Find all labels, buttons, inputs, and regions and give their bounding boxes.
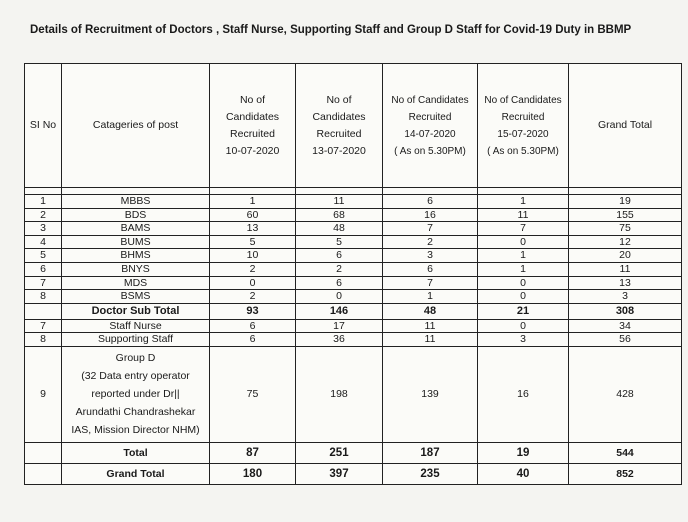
- cell-total: 56: [569, 333, 682, 347]
- cell-post: Staff Nurse: [62, 319, 210, 333]
- cell-total: 3: [569, 290, 682, 304]
- total-label: Total: [62, 442, 210, 463]
- subtotal-d1: 93: [210, 303, 296, 319]
- header-date-1: No of Candidates Recruited 10-07-2020: [210, 64, 296, 188]
- cell-d4: 0: [478, 276, 569, 290]
- cell-post: Supporting Staff: [62, 333, 210, 347]
- group-d-d3: 139: [383, 346, 478, 442]
- table-row: [25, 195, 682, 209]
- cell-d3: 6: [383, 262, 478, 276]
- subtotal-d4: 21: [478, 303, 569, 319]
- cell-total: 13: [569, 276, 682, 290]
- total-total: 544: [569, 442, 682, 463]
- cell-d2: 6: [296, 276, 383, 290]
- cell-sl: 1: [25, 195, 62, 209]
- total-d2: 251: [296, 442, 383, 463]
- subtotal-d2: 146: [296, 303, 383, 319]
- cell-post: BSMS: [62, 290, 210, 304]
- table-row: [25, 235, 682, 249]
- cell-d4: 0: [478, 290, 569, 304]
- cell-d2: 68: [296, 208, 383, 222]
- cell-d2: 6: [296, 249, 383, 263]
- cell-d1: 1: [210, 195, 296, 209]
- grand-total-d4: 40: [478, 463, 569, 484]
- cell-post: BHMS: [62, 249, 210, 263]
- group-d-d1: 75: [210, 346, 296, 442]
- cell-d3: 3: [383, 249, 478, 263]
- cell-d1: 13: [210, 222, 296, 236]
- subtotal-total: 308: [569, 303, 682, 319]
- cell-d1: 6: [210, 319, 296, 333]
- cell-d4: 11: [478, 208, 569, 222]
- total-d3: 187: [383, 442, 478, 463]
- table-row: [25, 276, 682, 290]
- cell-sl: 5: [25, 249, 62, 263]
- cell-total: 12: [569, 235, 682, 249]
- cell-d4: 1: [478, 249, 569, 263]
- cell-total: 20: [569, 249, 682, 263]
- subtotal-label: Doctor Sub Total: [62, 303, 210, 319]
- spacer-row: [25, 188, 682, 195]
- cell-sl: 2: [25, 208, 62, 222]
- group-d-d2: 198: [296, 346, 383, 442]
- cell-d3: 6: [383, 195, 478, 209]
- header-row: [25, 64, 682, 188]
- cell-total: 19: [569, 195, 682, 209]
- total-d1: 87: [210, 442, 296, 463]
- grand-total-d2: 397: [296, 463, 383, 484]
- cell-d3: 16: [383, 208, 478, 222]
- table-row: [25, 208, 682, 222]
- grand-total-d1: 180: [210, 463, 296, 484]
- subtotal-d3: 48: [383, 303, 478, 319]
- cell-d1: 2: [210, 262, 296, 276]
- header-grand-total: Grand Total: [569, 64, 682, 188]
- cell-total: 155: [569, 208, 682, 222]
- table-row: [25, 333, 682, 347]
- cell-post: BUMS: [62, 235, 210, 249]
- cell-sl: 8: [25, 333, 62, 347]
- table-row: [25, 319, 682, 333]
- cell-post: MDS: [62, 276, 210, 290]
- cell-d1: 0: [210, 276, 296, 290]
- grand-total-row: [25, 463, 682, 484]
- cell-d2: 17: [296, 319, 383, 333]
- cell-d4: 1: [478, 195, 569, 209]
- doctor-rows: [25, 195, 682, 304]
- header-date-2: No of Candidates Recruited 13-07-2020: [296, 64, 383, 188]
- group-d-total: 428: [569, 346, 682, 442]
- header-sl-no: SI No: [25, 64, 62, 188]
- recruitment-table: [24, 63, 682, 485]
- cell-total: 75: [569, 222, 682, 236]
- cell-d1: 60: [210, 208, 296, 222]
- table-row: [25, 249, 682, 263]
- total-row: [25, 442, 682, 463]
- cell-post: BAMS: [62, 222, 210, 236]
- cell-d4: 0: [478, 319, 569, 333]
- cell-d3: 11: [383, 319, 478, 333]
- cell-d2: 48: [296, 222, 383, 236]
- cell-d4: 7: [478, 222, 569, 236]
- cell-d3: 11: [383, 333, 478, 347]
- cell-d1: 10: [210, 249, 296, 263]
- grand-total-total: 852: [569, 463, 682, 484]
- staff-rows: [25, 319, 682, 346]
- cell-d4: 3: [478, 333, 569, 347]
- cell-sl: 4: [25, 235, 62, 249]
- table-row: [25, 262, 682, 276]
- cell-d1: 6: [210, 333, 296, 347]
- group-d-sl: 9: [25, 346, 62, 442]
- cell-d2: 5: [296, 235, 383, 249]
- cell-d1: 2: [210, 290, 296, 304]
- cell-d4: 1: [478, 262, 569, 276]
- cell-d1: 5: [210, 235, 296, 249]
- group-d-post: Group D (32 Data entry operator reported under Dr|| Arundathi Chandrashekar IAS, Mission Director NHM): [62, 346, 210, 442]
- cell-sl: 8: [25, 290, 62, 304]
- cell-total: 34: [569, 319, 682, 333]
- header-date-3: No of Candidates Recruited 14-07-2020 ( As on 5.30PM): [383, 64, 478, 188]
- cell-d2: 36: [296, 333, 383, 347]
- table-row: [25, 290, 682, 304]
- cell-d4: 0: [478, 235, 569, 249]
- cell-d2: 2: [296, 262, 383, 276]
- cell-post: BDS: [62, 208, 210, 222]
- cell-sl: 3: [25, 222, 62, 236]
- grand-total-d3: 235: [383, 463, 478, 484]
- cell-d3: 1: [383, 290, 478, 304]
- header-category: Catageries of post: [62, 64, 210, 188]
- cell-d3: 7: [383, 276, 478, 290]
- total-d4: 19: [478, 442, 569, 463]
- cell-d3: 7: [383, 222, 478, 236]
- table-row: [25, 222, 682, 236]
- document-title: Details of Recruitment of Doctors , Staff Nurse, Supporting Staff and Group D Staff for Covid-19 Duty in BBMP: [30, 24, 632, 36]
- doctor-subtotal-row: [25, 303, 682, 319]
- cell-sl: 7: [25, 319, 62, 333]
- header-date-4: No of Candidates Recruited 15-07-2020 ( As on 5.30PM): [478, 64, 569, 188]
- cell-total: 11: [569, 262, 682, 276]
- cell-post: BNYS: [62, 262, 210, 276]
- cell-post: MBBS: [62, 195, 210, 209]
- group-d-row: [25, 346, 682, 442]
- cell-sl: 7: [25, 276, 62, 290]
- cell-d3: 2: [383, 235, 478, 249]
- cell-d2: 11: [296, 195, 383, 209]
- group-d-d4: 16: [478, 346, 569, 442]
- grand-total-label: Grand Total: [62, 463, 210, 484]
- cell-sl: 6: [25, 262, 62, 276]
- cell-d2: 0: [296, 290, 383, 304]
